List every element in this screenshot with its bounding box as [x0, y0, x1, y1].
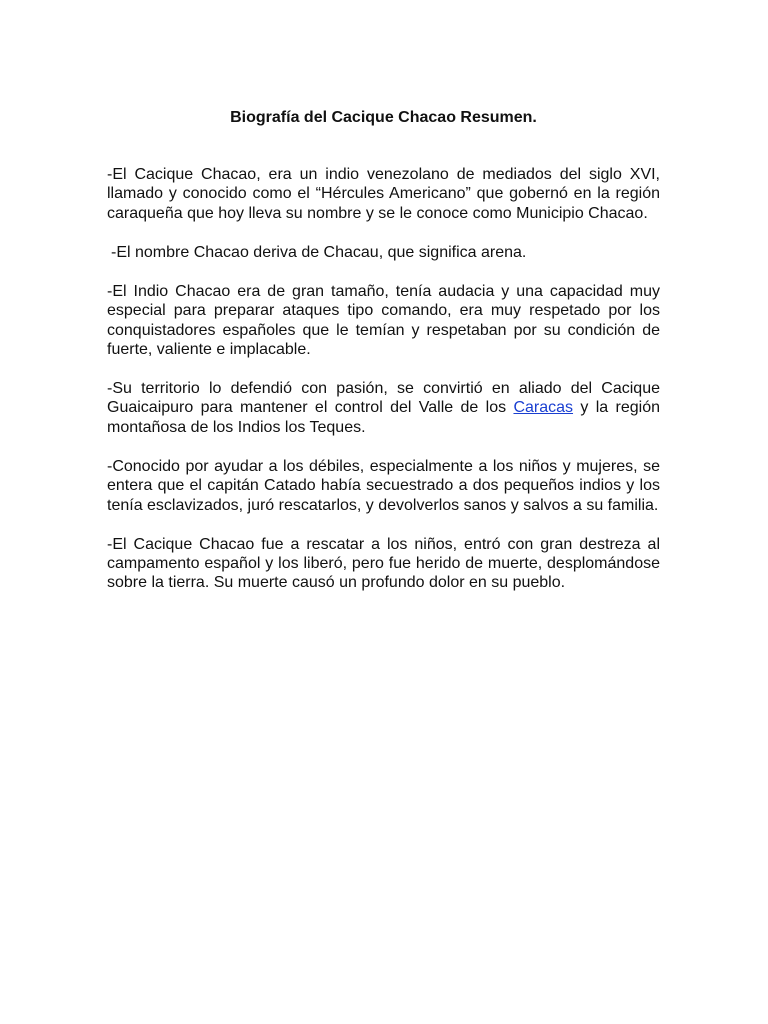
- paragraph-4-text-after: y la región montañosa de los Indios los Teques.: [107, 399, 660, 436]
- paragraph-2: -El nombre Chacao deriva de Chacau, que significa arena.: [111, 243, 527, 261]
- paragraph-5: -Conocido por ayudar a los débiles, especialmente a los niños y mujeres, se entera que el capitán Catado había secuestrado a dos pequeños indios y los tenía esclavizados, juró rescatarlos, y devolverlos sanos y salvos a su familia.: [107, 457, 660, 514]
- paragraph-3: -El Indio Chacao era de gran tamaño, tenía audacia y una capacidad muy especial para preparar ataques tipo comando, era muy respetado por los conquistadores españoles que le temían y respetaban por su condición de fuerte, valiente e implacable.: [107, 282, 660, 359]
- caracas-link[interactable]: Caracas: [513, 399, 574, 417]
- paragraph-4-text-before: -Su territorio lo defendió con pasión, se convirtió en aliado del Cacique Guaicaipuro para mantener el control del Valle de los: [107, 380, 660, 417]
- document-title: Biografía del Cacique Chacao Resumen.: [230, 109, 537, 126]
- paragraph-4: [107, 379, 660, 437]
- paragraph-1: -El Cacique Chacao, era un indio venezolano de mediados del siglo XVI, llamado y conocido como el “Hércules Americano” que gobernó en la región caraqueña que hoy lleva su nombre y se le conoce como Municipio Chacao.: [107, 166, 660, 222]
- paragraph-6: -El Cacique Chacao fue a rescatar a los niños, entró con gran destreza al campamento español y los liberó, pero fue herido de muerte, desplomándose sobre la tierra. Su muerte causó un profundo dolor en su pueblo.: [107, 535, 660, 592]
- document-page: [107, 108, 660, 612]
